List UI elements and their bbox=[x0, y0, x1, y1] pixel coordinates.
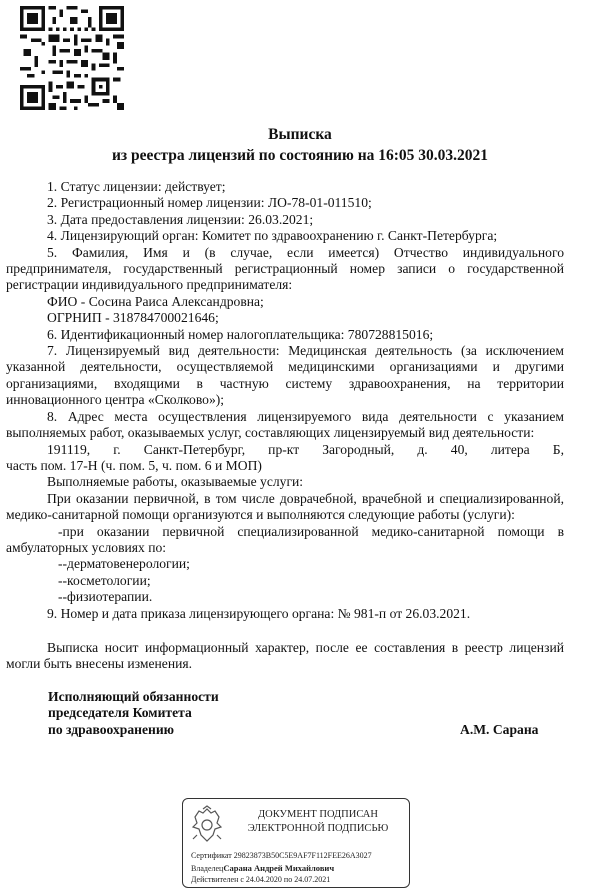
works-list-item: --косметологии; bbox=[58, 572, 151, 588]
works-list-item: --дерматовенерологии; bbox=[58, 556, 190, 572]
works-sub: -при оказании первичной специализированной медико-санитарной помощи в амбулаторных условиях по: bbox=[6, 523, 564, 555]
item-registration-number: 2. Регистрационный номер лицензии: ЛО-78-01-011510; bbox=[47, 195, 372, 211]
item-order: 9. Номер и дата приказа лицензирующего органа: № 981-п от 26.03.2021. bbox=[47, 605, 471, 621]
item-address-heading: 8. Адрес места осуществления лицензируемого вида деятельности с указанием выполняемых работ, оказываемых услуг, составляющих лицензируемый вид деятельности: bbox=[6, 408, 564, 441]
entrepreneur-fio: ФИО - Сосина Раиса Александровна; bbox=[47, 293, 264, 309]
signatory-line: по здравоохранению bbox=[48, 721, 175, 737]
item-license-date: 3. Дата предоставления лицензии: 26.03.2021; bbox=[47, 211, 314, 227]
signatory-line: председателя Комитета bbox=[48, 705, 192, 721]
disclaimer-note: Выписка носит информационный характер, после ее составления в реестр лицензий могли быть внесены изменения. bbox=[6, 639, 564, 672]
item-status: 1. Статус лицензии: действует; bbox=[47, 179, 226, 194]
entrepreneur-ogrnip: ОГРНИП - 318784700021646; bbox=[47, 310, 219, 326]
stamp-validity: Действителен с 24.04.2020 по 24.07.2021 bbox=[191, 875, 331, 884]
address-line-2: часть пом. 17-Н (ч. пом. 5, ч. пом. 6 и МОП) bbox=[6, 457, 262, 473]
coat-of-arms-icon bbox=[189, 805, 225, 845]
signatory-line: Исполняющий обязанности bbox=[48, 689, 219, 704]
works-heading: Выполняемые работы, оказываемые услуги: bbox=[47, 474, 304, 490]
electronic-signature-stamp bbox=[182, 798, 410, 888]
address-line-1: 191119, г. Санкт-Петербург, пр-кт Загородный, д. 40, литера Б, bbox=[47, 441, 564, 457]
signatory-name: А.М. Сарана bbox=[460, 722, 539, 737]
stamp-certificate bbox=[191, 851, 372, 860]
stamp-header: ЭЛЕКТРОННОЙ ПОДПИСЬЮ bbox=[247, 823, 389, 834]
document-subtitle: из реестра лицензий по состоянию на 16:05 30.03.2021 bbox=[111, 147, 489, 164]
document-body bbox=[6, 179, 564, 673]
stamp-owner-value: Сарана Андрей Михайлович bbox=[223, 863, 335, 873]
item-inn: 6. Идентификационный номер налогоплательщика: 780728815016; bbox=[47, 326, 434, 342]
signatory-position bbox=[48, 689, 219, 738]
stamp-certificate-value: 29823873B50C5E9AF7F112FEE26A3027 bbox=[233, 851, 372, 860]
stamp-owner-label: Владелец bbox=[191, 864, 224, 873]
stamp-owner bbox=[191, 863, 334, 873]
stamp-certificate-label: Сертификат bbox=[191, 851, 232, 860]
document-title: Выписка bbox=[268, 126, 332, 143]
item-licensing-authority: 4. Лицензирующий орган: Комитет по здравоохранению г. Санкт-Петербурга; bbox=[47, 228, 498, 244]
qr-code-icon bbox=[20, 6, 124, 110]
item-activity-type: 7. Лицензируемый вид деятельности: Медицинская деятельность (за исключением указанной деятельности, осуществляемой медицинскими организациями и другими организациями, входящими в частную систему здравоохранения, на территории инновационного центра «Сколково»); bbox=[6, 343, 564, 408]
works-intro: При оказании первичной, в том числе доврачебной, врачебной и специализированной, медико-санитарной помощи организуются и выполняются следующие работы (услуги): bbox=[6, 490, 564, 523]
works-list-item: --физиотерапии. bbox=[58, 589, 153, 605]
item-entrepreneur-name: 5. Фамилия, Имя и (в случае, если имеется) Отчество индивидуального предпринимателя, государственный регистрационный номер записи о государственной регистрации индивидуального предпринимателя: bbox=[6, 244, 564, 293]
stamp-header: ДОКУМЕНТ ПОДПИСАН bbox=[258, 809, 378, 820]
